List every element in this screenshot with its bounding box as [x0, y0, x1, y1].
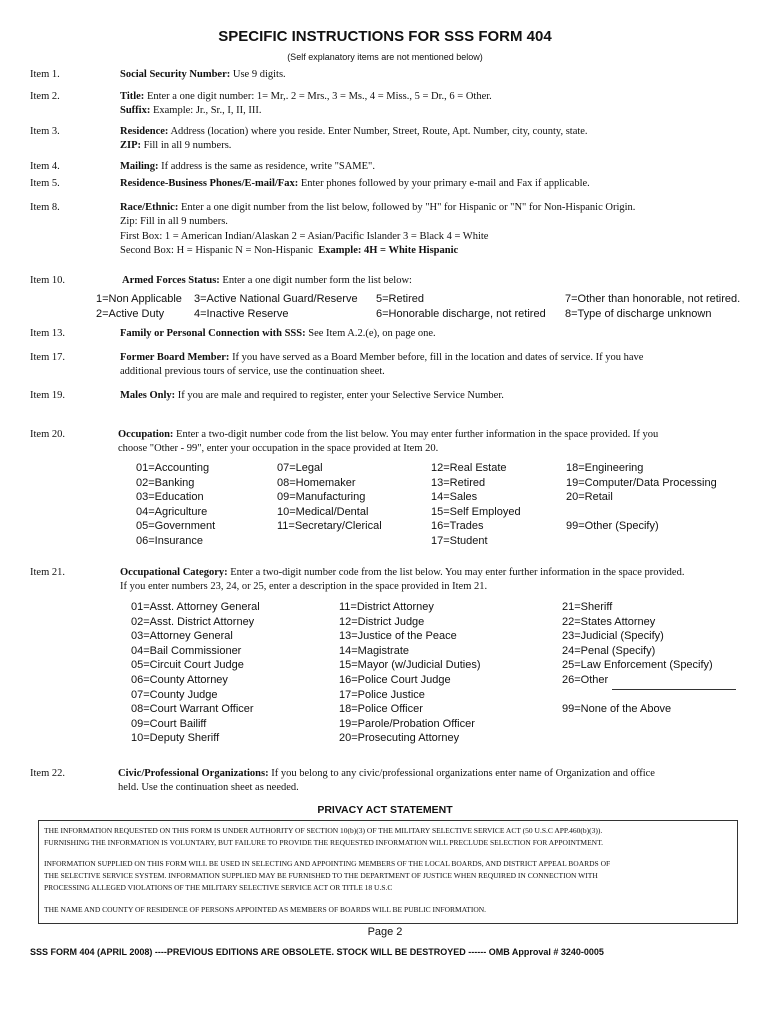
code-option: 16=Police Court Judge [339, 674, 451, 686]
item-4-text: Mailing: If address is the same as residence, write "SAME". [120, 161, 375, 172]
code-option: 15=Mayor (w/Judicial Duties) [339, 659, 481, 672]
code-option: 06=County Attorney [131, 674, 228, 686]
item-22-text-2: held. Use the continuation sheet as needed. [118, 782, 299, 793]
item-21-text: Occupational Category: Enter a two-digit number code from the list below. You may enter further information in the space provided. [120, 567, 685, 578]
item-2-label: Item 2. [30, 91, 60, 102]
code-option: 14=Sales [431, 491, 478, 504]
code-option: 17=Police Justice [339, 688, 425, 701]
item-10-text: Armed Forces Status: Enter a one digit number form the list below: [122, 275, 412, 286]
code-option: 09=Manufacturing [277, 491, 366, 504]
code-option: 05=Government [136, 520, 216, 533]
item-13-label: Item 13. [30, 328, 65, 339]
code-option: 17=Student [431, 535, 488, 547]
code-option: 01=Accounting [136, 462, 210, 474]
item-17-text: Former Board Member: If you have served as a Board Member before, fill in the location and dates of service. If you have [120, 352, 644, 363]
privacy-text: THE INFORMATION REQUESTED ON THIS FORM IS UNDER AUTHORITY OF SECTION 10(b)(3) OF THE MILITARY SELECTIVE SERVICE ACT (50 U.S.C APP.460(b)(3)). [44, 826, 603, 835]
page-number: Page 2 [367, 926, 403, 938]
item-3-label: Item 3. [30, 126, 60, 137]
code-option: 18=Engineering [566, 462, 644, 474]
item-3-text: Residence: Address (location) where you reside. Enter Number, Street, Route, Apt. Number, city, county, state. [120, 126, 588, 137]
item-5-label: Item 5. [30, 178, 60, 189]
item-20-text-2: choose "Other - 99", enter your occupation in the space provided at Item 20. [118, 443, 439, 454]
code-option: 22=States Attorney [562, 615, 656, 628]
item-5-text: Residence-Business Phones/E-mail/Fax: Enter phones followed by your primary e-mail and Fax if applicable. [120, 178, 590, 189]
privacy-text: THE NAME AND COUNTY OF RESIDENCE OF PERSONS APPOINTED AS MEMBERS OF BOARDS WILL BE PUBLIC INFORMATION. [44, 905, 487, 914]
item-13-text: Family or Personal Connection with SSS: See Item A.2.(e), on page one. [120, 328, 436, 339]
code-option: 01=Asst. Attorney General [131, 601, 260, 613]
item-17-text-2: additional previous tours of service, use the continuation sheet. [120, 366, 385, 377]
privacy-title: PRIVACY ACT STATEMENT [317, 804, 453, 816]
item-1-text: Social Security Number: Use 9 digits. [120, 69, 286, 80]
code-option: 02=Asst. District Attorney [131, 615, 255, 628]
code-option: 24=Penal (Specify) [562, 644, 656, 657]
item-20-text: Occupation: Enter a two-digit number code from the list below. You may enter further information in the space provided. If you [118, 429, 659, 440]
code-option: 09=Court Bailiff [131, 717, 207, 730]
item-8-text: Race/Ethnic: Enter a one digit number from the list below, followed by "H" for Hispanic or "N" for Non-Hispanic Origin. [120, 202, 636, 213]
armed-option: 6=Honorable discharge, not retired [376, 308, 546, 320]
code-option: 20=Retail [566, 491, 613, 504]
code-option: 08=Court Warrant Officer [131, 703, 254, 716]
code-option: 07=Legal [277, 462, 323, 474]
item-8-zip: Zip: Fill in all 9 numbers. [120, 216, 228, 227]
privacy-text: INFORMATION SUPPLIED ON THIS FORM WILL BE USED IN SELECTING AND APPOINTING MEMBERS OF THE LOCAL BOARDS, AND DISTRICT APPEAL BOARDS OF [44, 859, 611, 868]
item-22-text: Civic/Professional Organizations: If you belong to any civic/professional organizations enter name of Organization and office [118, 768, 655, 779]
footer-form-note: SSS FORM 404 (APRIL 2008) ----PREVIOUS EDITIONS ARE OBSOLETE. STOCK WILL BE DESTROYED ------ OMB Approval # 3240-0005 [30, 947, 604, 957]
code-option: 08=Homemaker [277, 476, 356, 489]
armed-option: 2=Active Duty [96, 308, 165, 320]
code-option: 05=Circuit Court Judge [131, 659, 244, 672]
code-option: 12=District Judge [339, 615, 425, 628]
item-22-label: Item 22. [30, 768, 65, 779]
code-option: 10=Medical/Dental [277, 505, 369, 518]
armed-option: 3=Active National Guard/Reserve [194, 293, 358, 305]
item-19-text: Males Only: If you are male and required to register, enter your Selective Service Number. [120, 390, 504, 401]
item-20-label: Item 20. [30, 429, 65, 440]
code-option: 02=Banking [136, 476, 195, 489]
item-2-suffix: Suffix: Example: Jr., Sr., I, II, III. [120, 105, 262, 116]
item-2-text: Title: Enter a one digit number: 1= Mr,. 2 = Mrs., 3 = Ms., 4 = Miss., 5 = Dr., 6 = Other. [120, 91, 492, 102]
code-option: 23=Judicial (Specify) [562, 630, 664, 643]
item-19-label: Item 19. [30, 390, 65, 401]
code-option: 19=Computer/Data Processing [566, 476, 717, 489]
code-option: 06=Insurance [136, 535, 203, 547]
code-option: 14=Magistrate [339, 644, 410, 657]
item-21-text-2: If you enter numbers 23, 24, or 25, enter a description in the space provided in Item 21. [120, 581, 488, 592]
armed-option: 1=Non Applicable [96, 293, 182, 305]
code-option: 21=Sheriff [562, 601, 613, 613]
item-8-label: Item 8. [30, 202, 60, 213]
code-option: 04=Bail Commissioner [131, 644, 242, 657]
page-title: SPECIFIC INSTRUCTIONS FOR SSS FORM 404 [218, 28, 552, 45]
code-option: 13=Justice of the Peace [339, 630, 457, 643]
item-17-label: Item 17. [30, 352, 65, 363]
code-option: 20=Prosecuting Attorney [339, 732, 460, 745]
code-option: 03=Attorney General [131, 630, 233, 643]
code-option: 11=Secretary/Clerical [277, 520, 382, 533]
code-option: 25=Law Enforcement (Specify) [562, 659, 713, 672]
code-option: 15=Self Employed [431, 505, 521, 518]
code-option: 99=None of the Above [562, 703, 672, 716]
code-option: 11=District Attorney [339, 601, 434, 613]
item-21-label: Item 21. [30, 567, 65, 578]
item-8-first-box: First Box: 1 = American Indian/Alaskan 2 = Asian/Pacific Islander 3 = Black 4 = White [120, 231, 489, 242]
armed-option: 7=Other than honorable, not retired. [565, 293, 741, 305]
armed-option: 4=Inactive Reserve [194, 308, 289, 320]
code-option: 99=Other (Specify) [566, 520, 659, 533]
privacy-text: PROCESSING ALLEGED VIOLATIONS OF THE MILITARY SELECTIVE SERVICE ACT OR TITLE 18 U.S.C [44, 883, 393, 892]
item-8-second-box: Second Box: H = Hispanic N = Non-Hispanic Example: 4H = White Hispanic [120, 245, 459, 256]
code-option: 26=Other [562, 674, 609, 686]
code-option: 07=County Judge [131, 688, 218, 701]
armed-option: 5=Retired [376, 293, 425, 305]
code-option: 18=Police Officer [339, 703, 423, 716]
privacy-text: FURNISHING THE INFORMATION IS VOLUNTARY, BUT FAILURE TO PROVIDE THE REQUESTED INFORMATION WILL PRECLUDE SELECTION FOR APPOINTMENT. [44, 838, 604, 847]
other-blank-line [612, 689, 736, 690]
page-subtitle: (Self explanatory items are not mentioned below) [287, 52, 483, 62]
code-option: 19=Parole/Probation Officer [339, 717, 475, 730]
code-option: 12=Real Estate [431, 462, 507, 474]
item-1-label: Item 1. [30, 69, 60, 80]
armed-option: 8=Type of discharge unknown [565, 308, 712, 320]
item-10-label: Item 10. [30, 275, 65, 286]
code-option: 04=Agriculture [136, 505, 208, 518]
privacy-text: THE SELECTIVE SERVICE SYSTEM. INFORMATION SUPPLIED MAY BE FURNISHED TO THE DEPARTMENT OF JUSTICE WHEN REQUIRED IN CONNECTION WITH [44, 871, 598, 880]
item-3-zip: ZIP: Fill in all 9 numbers. [120, 140, 232, 151]
code-option: 13=Retired [431, 476, 486, 489]
code-option: 03=Education [136, 491, 204, 504]
code-option: 10=Deputy Sheriff [131, 732, 220, 745]
item-4-label: Item 4. [30, 161, 60, 172]
code-option: 16=Trades [431, 520, 484, 533]
